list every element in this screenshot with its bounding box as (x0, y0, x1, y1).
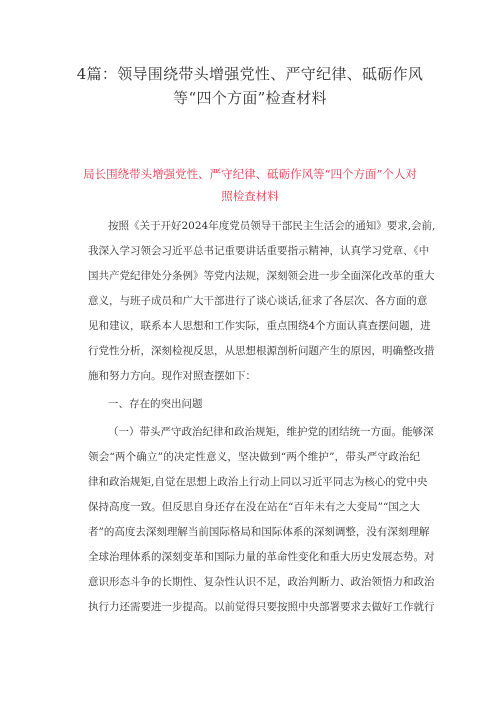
intro-line-7: 施和努力方向。现作对照查摆如下： (88, 370, 256, 382)
section1-line-6: 全球治理体系的深刻变革和国际力量的革命性变化和重大历史发展态势。对 (88, 551, 435, 563)
document-title-line-2: 等“四个方面”检查材料 (173, 89, 327, 107)
section1-line-1: （一）带头严守政治纪律和政治规矩，维护党的团结统一方面。能够深 (108, 426, 434, 438)
section1-line-7: 意识形态斗争的长期性、复杂性认识不足，政治判断力、政治领悟力和政治 (88, 576, 435, 588)
section1-line-4: 保持高度一致。但反思自身还存在没在站在“百年未有之大变局”“国之大 (88, 501, 420, 513)
intro-line-3: 国共产党纪律处分条例》等党内法规，深刻领会进一步全面深化改革的重大 (88, 270, 435, 282)
document-title-line-1: 4篇：领导围绕带头增强党性、严守纪律、砥砺作风 (76, 65, 424, 83)
intro-line-2: 我深入学习领会习近平总书记重要讲话重要指示精神，认真学习党章、《中 (88, 245, 430, 257)
intro-line-4: 意义，与班子成员和广大干部进行了谈心谈话,征求了各层次、各方面的意 (88, 295, 428, 307)
intro-line-1: 按照《关于开好2024年度党员领导干部民主生活会的通知》要求,会前, (108, 220, 436, 232)
section1-line-5: 者”的高度去深刻理解当前国际格局和国际体系的深刻调整，没有深刻理解 (88, 526, 430, 538)
intro-line-6: 行党性分析，深刻检视反思，从思想根源剖析问题产生的原因，明确整改措 (88, 345, 435, 357)
section1-line-3: 律和政治规矩,自觉在思想上政治上行动上同以习近平同志为核心的党中央 (88, 476, 428, 488)
subtitle-line-1: 局长围绕带头增强党性、严守纪律、砥砺作风等“四个方面”个人对 (83, 167, 417, 181)
intro-line-5: 见和建议，联系本人思想和工作实际，重点围绕4个方面认真查摆问题，进 (88, 320, 431, 332)
subtitle-line-2: 照检查材料 (221, 189, 279, 203)
section1-line-8: 执行力还需要进一步提高。以前觉得只要按照中央部署要求去做好工作就行 (88, 601, 435, 613)
section-heading: 一、存在的突出问题 (108, 398, 203, 410)
section1-line-2: 领会“两个确立”的决定性意义，坚决做到“两个维护”，带头严守政治纪 (88, 451, 420, 463)
